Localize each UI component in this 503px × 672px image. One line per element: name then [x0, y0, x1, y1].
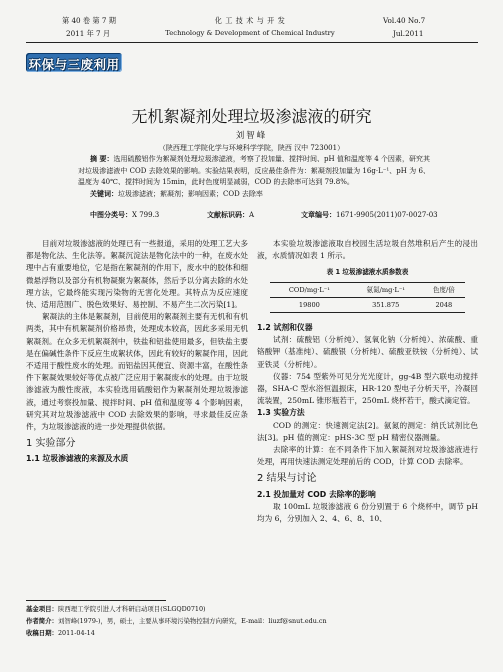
footnote-received [26, 628, 95, 637]
subsection-heading-1-3: 1.3 实验方法 [257, 408, 305, 418]
article-title: 无机絮凝剂处理垃圾渗滤液的研究 [131, 107, 372, 126]
methods-paragraph-1: COD 的测定：快速测定法[2]。氨氮的测定：纳氏试剂比色法[3]。pH 值的测定：pHS-3C 型 pH 精密仪器测量。 [257, 420, 478, 442]
keywords-label: 关键词： [90, 189, 118, 198]
header-date-cn: 2011 年 7 月 [66, 29, 111, 38]
article-author: 刘智峰 [235, 131, 268, 141]
keywords: 垃圾渗滤液；絮凝剂；影响因素；COD 去除率 [118, 189, 263, 198]
intro-paragraph-1: 目前对垃圾渗滤液的处理已有一些报道，采用的处理工艺大多都是物化法、生化法等。絮凝沉淀法是物化法中的一种，在废水处理中占有重要地位，它是指在絮凝剂的作用下，废水中的胶体和细微悬浮物以及部分有机物凝聚为絮凝体，然后予以分离去除的水处理方法，它最终能实现污染物的无害化处理。其特点为反应速度快、适用范围广、脱色效果好、易控制、不易产生二次污染[1]。 [26, 239, 248, 310]
doc-code-value: A [249, 211, 255, 219]
article-no-label: 文章编号： [301, 211, 336, 219]
author-info-value: 刘智峰(1979-)，男，硕士，主要从事环境污染物控制方向研究，E-mail：liuzf@snut.edu.cn [57, 617, 327, 625]
subsection-heading-2-1: 2.1 投加量对 COD 去除率的影响 [257, 489, 376, 499]
article-no-value: 1671-9905(2011)07-0027-03 [336, 211, 438, 219]
abstract [78, 154, 430, 200]
article-affiliation: （陕西理工学院化学与环境科学学院，陕西 汉中 723001） [158, 144, 345, 152]
dosage-paragraph: 取 100mL 垃圾渗滤液 6 份分别置于 6 个烧杯中，调节 pH 均为 6，分别加入 2、4、6、8、10、 [257, 501, 478, 524]
subsection-heading-1-2: 1.2 试剂和仪器 [257, 323, 313, 333]
table-cell-ammonia: 351.875 [349, 297, 423, 312]
fund-label: 基金项目： [26, 605, 58, 613]
doc-code-label: 文献标识码： [207, 211, 249, 219]
header-journal-cn: 化 工 技 术 与 开 发 [214, 16, 286, 25]
table-cell-color: 2048 [423, 297, 465, 312]
footnote-rule [26, 600, 166, 601]
header-journal-en: Technology & Development of Chemical Industry [165, 29, 335, 37]
abstract-label: 摘 要： [90, 155, 114, 163]
received-value: 2011-04-14 [57, 629, 95, 637]
instruments-paragraph: 仪器：754 型紫外可见分光光度计，gg-4B 型六联电动搅拌器，SHA-C 型水浴恒温振床，HR-120 型电子分析天平，冷凝回流装置，250mL 锥形瓶若干，250mL 烧杯若干，酸式滴定管。 [257, 371, 478, 406]
sample-paragraph: 本实验垃圾渗滤液取自校园生活垃圾自然堆积后产生的浸出液，水质情况如表 1 所示。 [257, 239, 478, 261]
intro-paragraph-2: 絮凝法的主体是絮凝剂，目前使用的絮凝剂主要有无机和有机两类，其中有机絮凝剂价格昂贵，处理成本较高，因此多采用无机絮凝剂。在众多无机絮凝剂中，铁盐和铝盐使用最多，但铁盐主要是在偏碱性条件下反应生成絮状体，因此有较好的絮凝作用，因此不适用于酸性废水的处理。而铝盐因其便宜、资源丰富，在酸性条件下絮凝效果较好等优点被广泛应用于絮凝废水的处理。由于垃圾渗滤液为酸性废液，本实验选用硫酸铝作为絮凝剂处理垃圾渗滤液，通过考察投加量、搅拌时间、pH 值和温度等 4 个影响因素，研究其对垃圾渗滤液中 COD 去除效果的影响，寻求最佳反应条件，为垃圾渗滤液的进一步处理提供依据。 [26, 312, 248, 432]
header-volume-cn: 第 40 卷 第 7 期 [62, 16, 116, 25]
table-header-color: 色度/倍 [423, 282, 465, 297]
section-heading-1: 1 实验部分 [26, 438, 76, 450]
footnote-fund [26, 604, 206, 613]
author-info-label: 作者简介： [26, 617, 58, 625]
header-rule [26, 42, 478, 43]
clc-number [90, 210, 159, 220]
water-quality-table [270, 282, 465, 313]
right-column [257, 238, 478, 525]
received-label: 收稿日期： [26, 629, 58, 637]
table-header-ammonia: 氨氮/mg·L⁻¹ [349, 282, 423, 297]
reagents-paragraph: 试剂：硫酸铝（分析纯）、氢氧化钠（分析纯）、浓硫酸、重铬酸钾（基准纯）、硫酸银（分析纯）、硫酸亚铁铵（分析纯）、试亚铁灵（分析纯）。 [257, 335, 478, 369]
section-heading-2: 2 结果与讨论 [257, 473, 317, 485]
methods-paragraph-2: 去除率的计算：在不同条件下加入絮凝剂对垃圾渗滤液进行处理，再用快速法测定处理前后的 COD，计算 COD 去除率。 [257, 445, 478, 467]
table-caption: 表 1 垃圾渗滤液水质参数表 [326, 268, 409, 277]
section-banner-label: 环保与三废利用 [28, 57, 120, 72]
abstract-text: 选用硫酸铝作为絮凝剂处理垃圾渗滤液，考察了投加量、搅拌时间、pH 值和温度等 4 个因素，研究其对垃圾渗滤液中 COD 去除效果的影响。实验结果表明，反应最佳条件为：絮凝剂投加量为 16g·L⁻¹、pH 为 6、温度为 40℃、搅拌时间为 15min，此时色度明显减弱，COD 的去除率可达到 79.8%。 [78, 155, 431, 186]
document-code [207, 210, 254, 220]
header-date-en: Jul.2011 [393, 29, 424, 38]
left-column [26, 238, 248, 466]
footnote-author [26, 616, 327, 625]
clc-label: 中图分类号： [90, 211, 132, 219]
article-number [301, 210, 438, 220]
table-cell-cod: 19800 [270, 297, 349, 312]
table-header-cod: COD/mg·L⁻¹ [270, 282, 349, 297]
section-banner [26, 53, 122, 72]
clc-value: X 799.3 [132, 211, 160, 219]
header-volume-en: Vol.40 No.7 [383, 16, 426, 25]
fund-value: 陕西理工学院引进人才科研启动项目(SLGQD0710) [57, 605, 206, 613]
subsection-heading-1-1: 1.1 垃圾渗滤液的来源及水质 [26, 454, 129, 464]
